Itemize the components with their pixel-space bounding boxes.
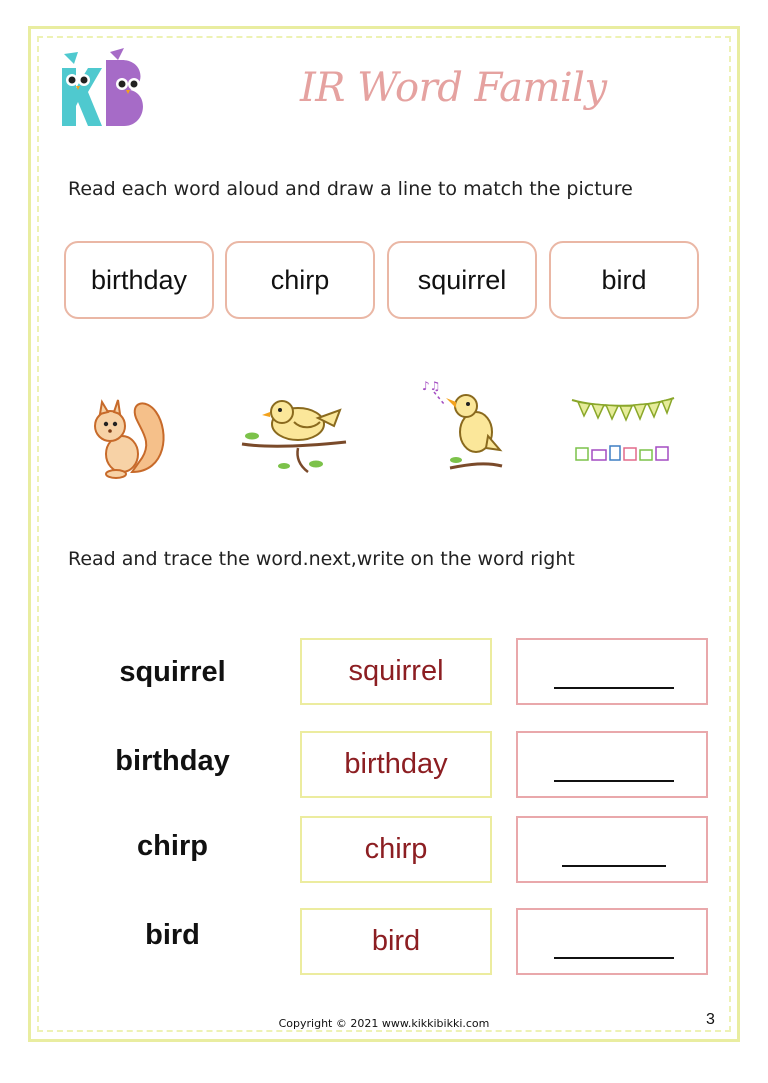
row-word-birthday: birthday — [115, 745, 230, 777]
chirping-bird-icon — [420, 376, 504, 474]
write-line — [554, 687, 674, 689]
write-box-chirp[interactable] — [516, 816, 708, 883]
page-number: 3 — [706, 1011, 715, 1028]
write-box-squirrel[interactable] — [516, 638, 708, 705]
word-box-bird: bird — [549, 241, 699, 319]
trace-box-chirp: chirp — [300, 816, 492, 883]
write-line — [554, 957, 674, 959]
birthday-party-icon — [570, 392, 676, 464]
copyright-footer: Copyright © 2021 www.kikkibikki.com — [278, 1017, 490, 1030]
write-box-bird[interactable] — [516, 908, 708, 975]
trace-box-birthday: birthday — [300, 731, 492, 798]
page-title: IR Word Family — [300, 65, 607, 111]
svg-text:♪♫: ♪♫ — [422, 379, 441, 393]
write-line — [562, 865, 666, 867]
write-box-birthday[interactable] — [516, 731, 708, 798]
trace-box-bird: bird — [300, 908, 492, 975]
instruction-match: Read each word aloud and draw a line to match the picture — [68, 178, 633, 200]
word-box-squirrel: squirrel — [387, 241, 537, 319]
row-word-bird: bird — [145, 919, 200, 951]
write-line — [554, 780, 674, 782]
instruction-trace: Read and trace the word.next,write on the word right — [68, 548, 575, 570]
kb-owl-logo-icon — [52, 46, 152, 130]
word-box-birthday: birthday — [64, 241, 214, 319]
squirrel-icon — [86, 392, 172, 482]
bird-on-branch-icon — [238, 396, 350, 482]
row-word-squirrel: squirrel — [119, 656, 226, 688]
row-word-chirp: chirp — [137, 830, 208, 862]
word-box-chirp: chirp — [225, 241, 375, 319]
trace-box-squirrel: squirrel — [300, 638, 492, 705]
